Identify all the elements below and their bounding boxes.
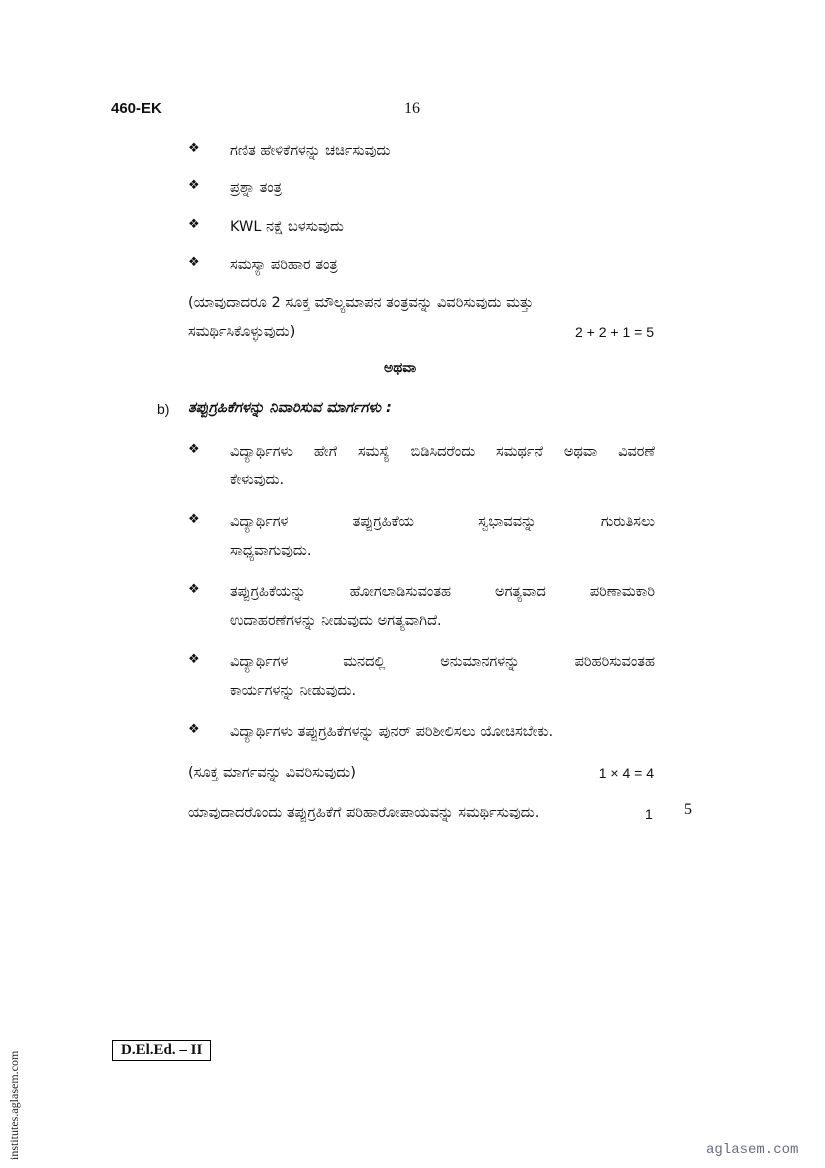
side-watermark: institutes.aglasem.com [7, 1050, 21, 1160]
bullet-icon: ❖ [188, 442, 200, 457]
question-total-marks: 5 [684, 801, 692, 818]
note-b: (ಸೂಕ್ತ ಮಾರ್ಗವನ್ನು ವಿವರಿಸುವುದು) [188, 765, 356, 781]
list-item: ❖ ವಿದ್ಯಾರ್ಥಿಗಳು ತಪ್ಪುಗ್ರಹಿಕೆಗಳನ್ನು ಪುನರ್ ಪರಿಶೀಲಿಸಲು ಯೋಚಿಸಬೇಕು. [188, 722, 554, 740]
list-item: ❖ KWL ನಕ್ಷೆ ಬಳಸುವುದು [188, 217, 344, 235]
bullet-icon: ❖ [188, 255, 200, 270]
bullet-icon: ❖ [188, 512, 200, 527]
bullet-icon: ❖ [188, 722, 200, 737]
bullet-icon: ❖ [188, 582, 200, 597]
bullet-icon: ❖ [188, 141, 200, 156]
list-item: ❖ ಪ್ರಶ್ನಾ ತಂತ್ರ [188, 178, 282, 196]
list-item: ❖ ವಿದ್ಯಾರ್ಥಿಗಳು ಹೇಗೆ ಸಮಸ್ಯೆ ಬಿಡಿಸಿದರೆಂದು ಸಮರ್ಥನೆ ಅಥವಾ ವಿವರಣೆ ಕೇಳುವುದು. [188, 442, 655, 488]
note-a-line1: (ಯಾವುದಾದರೂ 2 ಸೂಕ್ತ ಮೌಲ್ಯಮಾಪನ ತಂತ್ರವನ್ನು ವಿವರಿಸುವುದು ಮತ್ತು [188, 295, 534, 311]
bullet-icon: ❖ [188, 178, 200, 193]
bullet-icon: ❖ [188, 217, 200, 232]
final-line: ಯಾವುದಾದರೊಂದು ತಪ್ಪುಗ್ರಹಿಕೆಗೆ ಪರಿಹಾರೋಪಾಯವನ್ನು ಸಮರ್ಥಿಸುವುದು. [188, 805, 540, 821]
page-number: 16 [404, 100, 420, 117]
list-item: ❖ ವಿದ್ಯಾರ್ಥಿಗಳ ಮನದಲ್ಲಿ ಅನುಮಾನಗಳನ್ನು ಪರಿಹರಿಸುವಂತಹ ಕಾರ್ಯಗಳನ್ನು ನೀಡುವುದು. [188, 652, 655, 699]
list-item: ❖ ವಿದ್ಯಾರ್ಥಿಗಳ ತಪ್ಪುಗ್ರಹಿಕೆಯ ಸ್ವಭಾವವನ್ನು ಗುರುತಿಸಲು ಸಾಧ್ಯವಾಗುವುದು. [188, 512, 655, 559]
list-item: ❖ ಸಮಸ್ಯಾ ಪರಿಹಾರ ತಂತ್ರ [188, 255, 338, 273]
list-item: ❖ ತಪ್ಪುಗ್ರಹಿಕೆಯನ್ನು ಹೋಗಲಾಡಿಸುವಂತಹ ಅಗತ್ಯವಾದ ಪರಿಣಾಮಕಾರಿ ಉದಾಹರಣೆಗಳನ್ನು ನೀಡುವುದು ಅಗತ್ಯವಾಗಿದೆ. [188, 582, 655, 629]
course-box: D.El.Ed. – II [112, 1040, 211, 1061]
bullet-icon: ❖ [188, 652, 200, 667]
paper-code: 460-EK [111, 100, 162, 117]
final-marks: 1 [645, 806, 653, 822]
list-item: ❖ ಗಣಿತ ಹೇಳಿಕೆಗಳನ್ನು ಚರ್ಚಿಸುವುದು [188, 141, 391, 159]
note-a-marks: 2 + 2 + 1 = 5 [574, 324, 654, 340]
section-b-label: b) [157, 401, 170, 417]
or-heading: ಅಥವಾ [384, 360, 417, 376]
note-b-marks: 1 × 4 = 4 [598, 765, 654, 781]
note-a-line2: ಸಮರ್ಥಿಸಿಕೊಳ್ಳುವುದು) [188, 324, 296, 340]
footer-site-link[interactable]: aglasem.com [706, 1142, 799, 1158]
section-b-heading: ತಪ್ಪುಗ್ರಹಿಕೆಗಳನ್ನು ನಿವಾರಿಸುವ ಮಾರ್ಗಗಳು : [188, 400, 392, 416]
